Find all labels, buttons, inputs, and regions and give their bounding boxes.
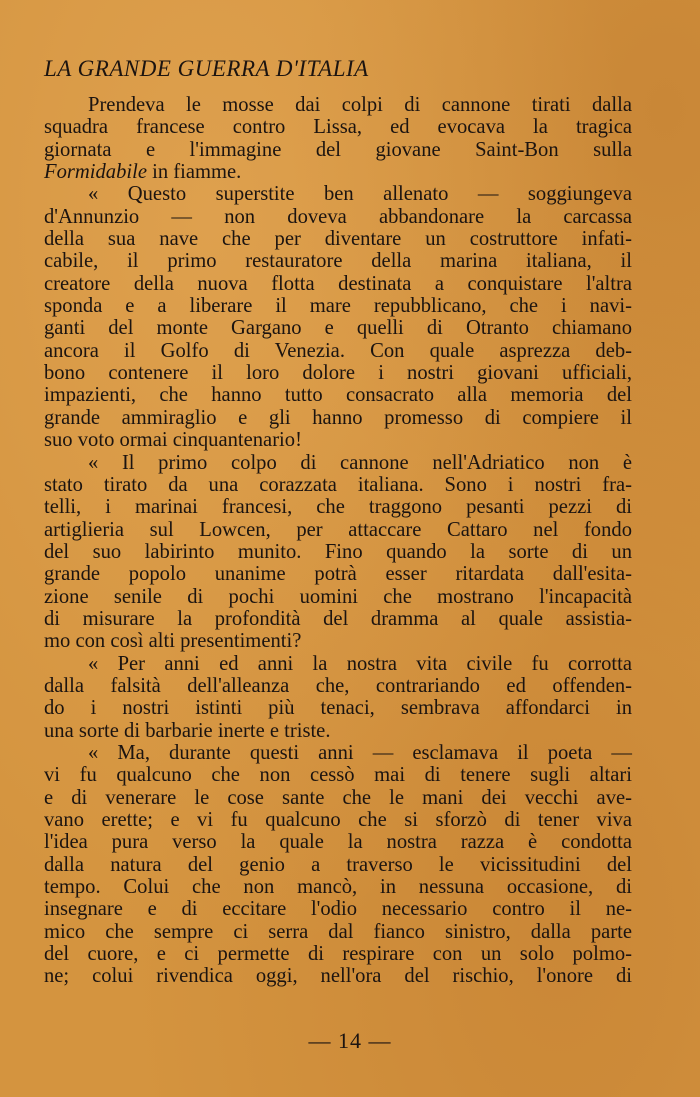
text-line: grande popolo unanime potrà esser ritardata dall'esita- xyxy=(44,563,632,586)
italic-ship-name: Formidabile xyxy=(44,161,147,184)
text-line: cabile, il primo restauratore della marina italiana, il xyxy=(44,250,632,273)
text-line: telli, i marinai francesi, che traggono pesanti pezzi di xyxy=(44,496,632,519)
running-head: LA GRANDE GUERRA D'ITALIA xyxy=(44,56,369,81)
text-line: artiglieria sul Lowcen, per attaccare Cattaro nel fondo xyxy=(44,518,632,541)
text-line: del cuore, e ci permette di respirare con un solo polmo- xyxy=(44,943,632,966)
text-line: della sua nave che per diventare un costruttore infati- xyxy=(44,228,632,251)
text-line: grande ammiraglio e gli hanno promesso di compiere il xyxy=(44,406,632,429)
text-line: squadra francese contro Lissa, ed evocava la tragica xyxy=(44,116,632,139)
text-line: « Questo superstite ben allenato — soggiungeva xyxy=(88,183,632,206)
text-line: e di venerare le cose sante che le mani dei vecchi ave- xyxy=(44,786,632,809)
text-line xyxy=(44,161,632,183)
text-line: ganti del monte Gargano e quelli di Otranto chiamano xyxy=(44,317,632,340)
text-line: insegnare e di eccitare l'odio necessario contro il ne- xyxy=(44,898,632,921)
text-line: « Ma, durante questi anni — esclamava il poeta — xyxy=(88,741,632,764)
text-line: « Il primo colpo di cannone nell'Adriatico non è xyxy=(88,451,632,474)
text-line: l'idea pura verso la quale la nostra razza è condotta xyxy=(44,831,632,854)
text-line: del suo labirinto munito. Fino quando la sorte di un xyxy=(44,540,632,563)
page-content xyxy=(44,52,632,988)
text-line: zione senile di pochi uomini che mostrano l'incapacità xyxy=(44,585,632,608)
text-line: vi fu qualcuno che non cessò mai di tenere sugli altari xyxy=(44,764,632,787)
text-line: di misurare la profondità del dramma al quale assistia- xyxy=(44,607,632,630)
text-line: do i nostri istinti più tenaci, sembrava affondarci in xyxy=(44,697,632,720)
text-line: stato tirato da una corazzata italiana. Sono i nostri fra- xyxy=(44,473,632,496)
text-line: tempo. Colui che non mancò, in nessuna occasione, di xyxy=(44,876,632,899)
text-line: una sorte di barbarie inerte e triste. xyxy=(44,719,331,742)
text-line: bono contenere il loro dolore i nostri giovani ufficiali, xyxy=(44,362,632,385)
text-line: dalla natura del genio a traverso le vicissitudini del xyxy=(44,853,632,876)
text-line: creatore della nuova flotta destinata a conquistare l'altra xyxy=(44,272,632,295)
text-line: mo con così alti presentimenti? xyxy=(44,630,302,653)
body-text xyxy=(44,94,632,988)
text-line: dalla falsità dell'alleanza che, contrariando ed offenden- xyxy=(44,674,632,697)
text-line: ancora il Golfo di Venezia. Con quale asprezza deb- xyxy=(44,339,632,362)
page-number: — 14 — xyxy=(308,1028,392,1053)
text-line: vano erette; e vi fu qualcuno che si sforzò di tener viva xyxy=(44,809,632,831)
text-line: ne; colui rivendica oggi, nell'ora del rischio, l'onore di xyxy=(44,965,632,988)
text-line: Prendeva le mosse dai colpi di cannone tirati dalla xyxy=(88,94,632,116)
text-line: sponda e a liberare il mare repubblicano, che i navi- xyxy=(44,295,632,318)
text-line: suo voto ormai cinquantenario! xyxy=(44,429,302,452)
text-line-suffix: in fiamme. xyxy=(146,161,242,184)
text-line: impazienti, che hanno tutto consacrato alla memoria del xyxy=(44,384,632,407)
text-line: mico che sempre ci serra dal fianco sinistro, dalla parte xyxy=(44,920,632,943)
text-line: « Per anni ed anni la nostra vita civile fu corrotta xyxy=(88,652,632,675)
text-line: d'Annunzio — non doveva abbandonare la carcassa xyxy=(44,205,632,228)
text-line: giornata e l'immagine del giovane Saint-Bon sulla xyxy=(44,138,632,161)
